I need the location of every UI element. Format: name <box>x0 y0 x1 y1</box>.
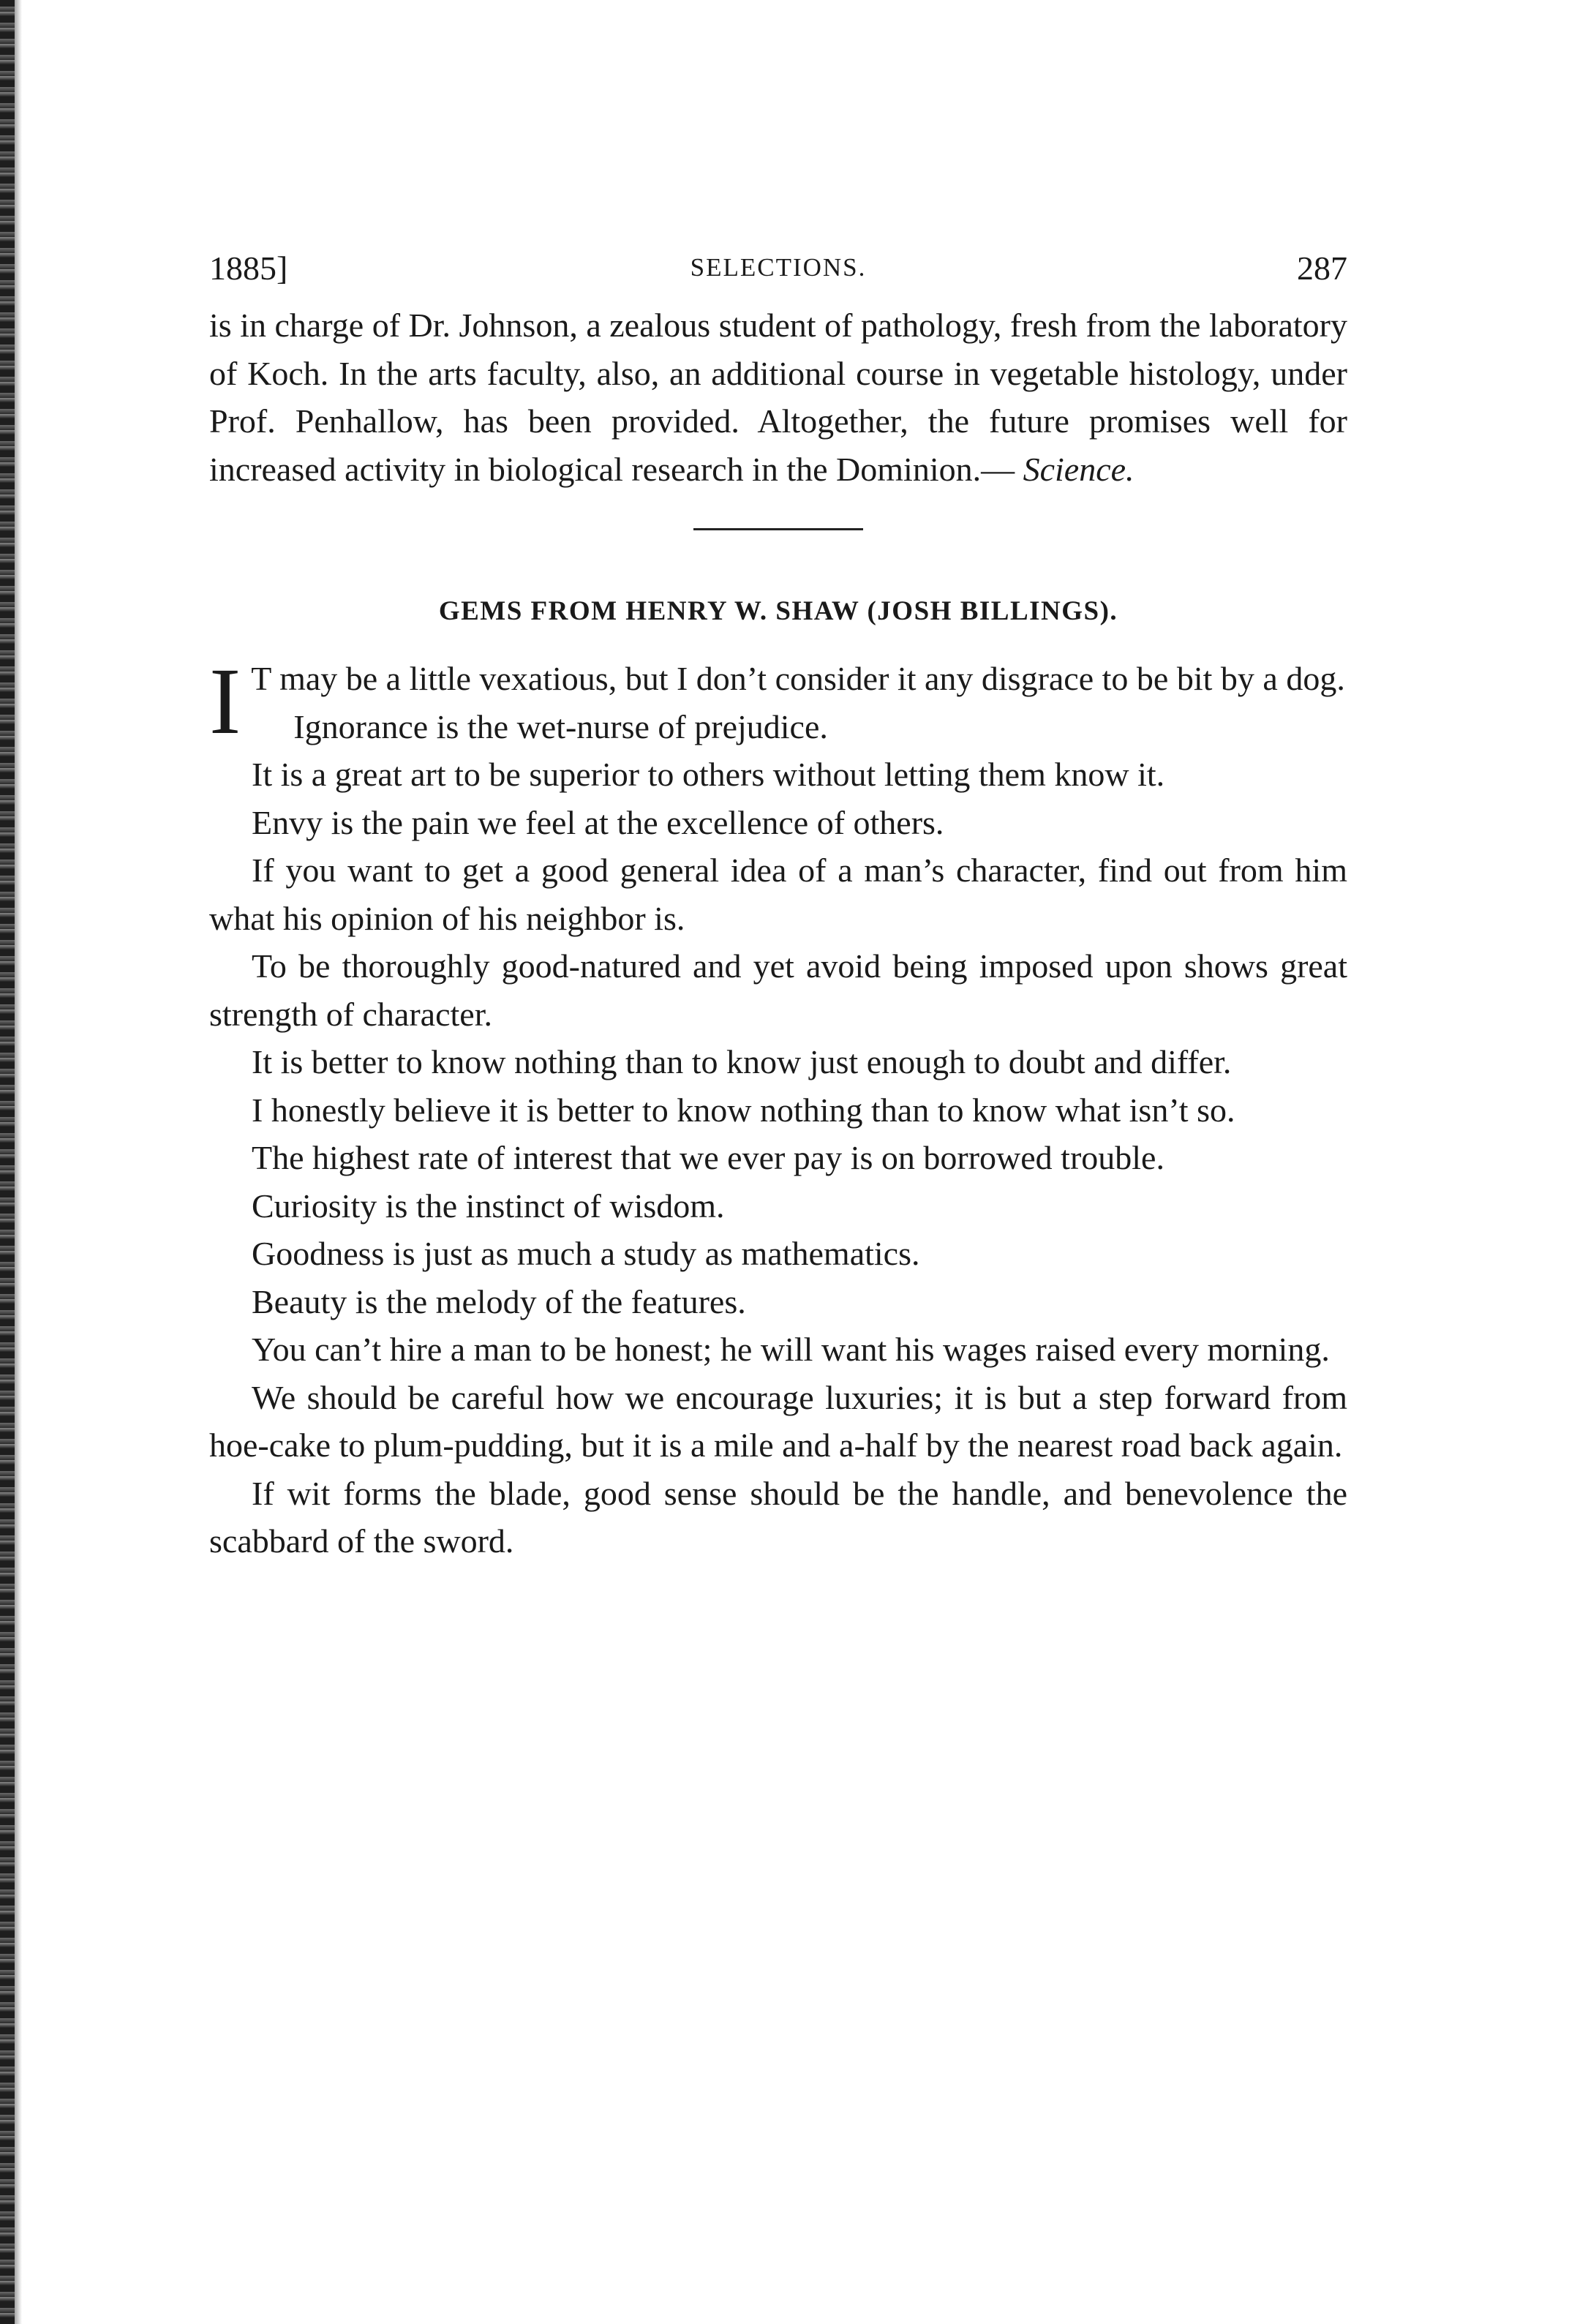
gem-item: We should be careful how we encourage luxuries; it is but a step forward from hoe-cake to plum-pudding, but it is a mile and a-half by the nearest road back again. <box>209 1378 1347 1464</box>
gem-item: Beauty is the melody of the features. <box>252 1282 746 1320</box>
first-gem-text: T may be a little vexatious, but I don’t consider it any disgrace to be bit by a dog. <box>251 660 1345 697</box>
running-head <box>209 249 1347 301</box>
gem-item: I honestly believe it is better to know nothing than to know what isn’t so. <box>252 1091 1235 1129</box>
book-page <box>209 249 1347 1565</box>
gem-item: It is better to know nothing than to know just enough to doubt and differ. <box>252 1043 1232 1080</box>
gem-item: Envy is the pain we feel at the excellence of others. <box>252 803 944 841</box>
gem-item: Curiosity is the instinct of wisdom. <box>252 1187 725 1225</box>
opening-paragraph-text: is in charge of Dr. Johnson, a zealous student of pathology, fresh from the laboratory of Koch. In the arts faculty, also, an additional course in vegetable histology, under Prof. Penhallow, has been provided. Altogether, the future promises well for increased activity in biological research in the Dominion.— <box>209 307 1347 488</box>
running-head-title: SELECTIONS. <box>690 253 867 282</box>
book-binding-edge <box>0 0 15 2324</box>
gem-item: You can’t hire a man to be honest; he will want his wages raised every morning. <box>252 1331 1330 1368</box>
gem-list <box>209 703 1347 1565</box>
running-head-year: 1885] <box>209 249 288 287</box>
gem-item: Goodness is just as much a study as mathematics. <box>252 1235 920 1272</box>
gem-item: If wit forms the blade, good sense should be the handle, and benevolence the scabbard of the sword. <box>209 1474 1347 1560</box>
gem-item: It is a great art to be superior to others without letting them know it. <box>252 756 1165 793</box>
opening-paragraph <box>209 301 1347 493</box>
gem-item: Ignorance is the wet-nurse of prejudice. <box>293 707 828 745</box>
gem-item: To be thoroughly good-natured and yet avoid being imposed upon shows great strength of character. <box>209 947 1347 1033</box>
section-divider-rule <box>693 528 863 530</box>
gem-item: The highest rate of interest that we ever pay is on borrowed trouble. <box>252 1139 1164 1176</box>
page-number: 287 <box>1297 249 1347 287</box>
section-title: GEMS FROM HENRY W. SHAW (JOSH BILLINGS). <box>438 596 1118 626</box>
gem-item: If you want to get a good general idea of a man’s character, find out from him what his opinion of his neighbor is. <box>209 851 1347 937</box>
opening-paragraph-source: Science. <box>1023 450 1134 488</box>
drop-cap-initial: I <box>209 649 241 754</box>
